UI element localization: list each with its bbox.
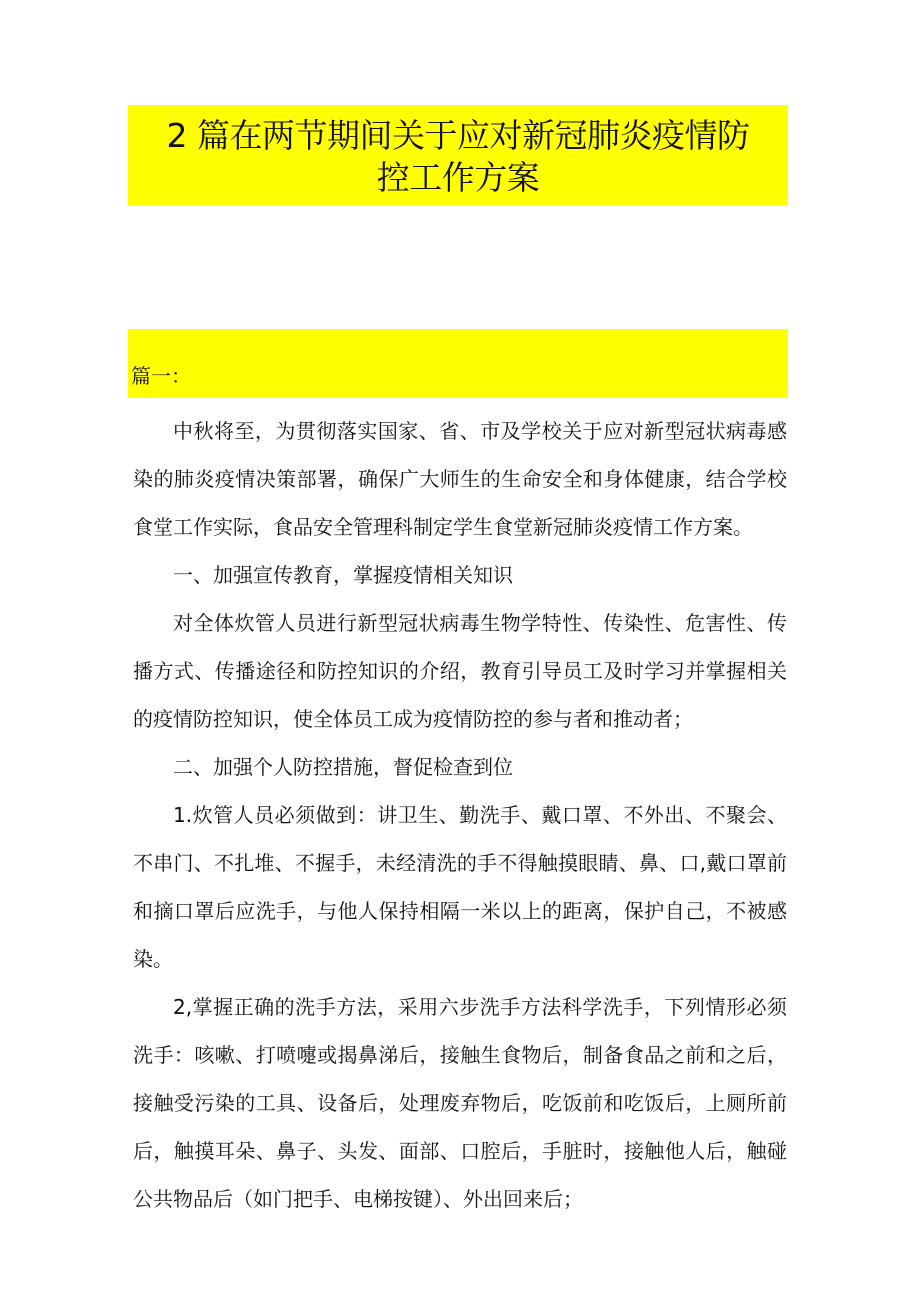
heading-2-personal-protection: 二、加强个人防控措施，督促检查到位 bbox=[173, 755, 513, 779]
paragraph-handwashing: 2,掌握正确的洗手方法，采用六步洗手方法科学洗手，下列情形必须洗手：咳嗽、打喷嚏或揭鼻涕后，接触生食物后，制备食品之前和之后，接触受污染的工具、设备后，处理废弃物后，吃饭前和吃饭后，上厕所前后，触摸耳朵、鼻子、头发、面部、口腔后，手脏时，接触他人后，触碰公共物品后（如门把手、电梯按键）、外出回来后； bbox=[133, 995, 787, 1211]
document-title-line-2: 控工作方案 bbox=[376, 158, 540, 197]
document-title-line-1: 2 篇在两节期间关于应对新冠肺炎疫情防 bbox=[166, 116, 750, 155]
section-heading-band bbox=[128, 329, 788, 398]
document-title-block bbox=[128, 105, 788, 205]
heading-1-publicity: 一、加强宣传教育，掌握疫情相关知识 bbox=[173, 563, 513, 587]
paragraph-staff-rules: 1.炊管人员必须做到：讲卫生、勤洗手、戴口罩、不外出、不聚会、不串门、不扎堆、不握手，未经清洗的手不得触摸眼睛、鼻、口,戴口罩前和摘口罩后应洗手，与他人保持相隔一米以上的距离，保护自己，不被感染。 bbox=[133, 803, 787, 971]
section-label: 篇一： bbox=[131, 364, 191, 388]
document-body bbox=[133, 407, 787, 1223]
paragraph-training: 对全体炊管人员进行新型冠状病毒生物学特性、传染性、危害性、传播方式、传播途径和防控知识的介绍，教育引导员工及时学习并掌握相关的疫情防控知识，使全体员工成为疫情防控的参与者和推动者； bbox=[133, 611, 787, 731]
paragraph-intro: 中秋将至，为贯彻落实国家、省、市及学校关于应对新型冠状病毒感染的肺炎疫情决策部署，确保广大师生的生命安全和身体健康，结合学校食堂工作实际，食品安全管理科制定学生食堂新冠肺炎疫情工作方案。 bbox=[133, 419, 787, 539]
